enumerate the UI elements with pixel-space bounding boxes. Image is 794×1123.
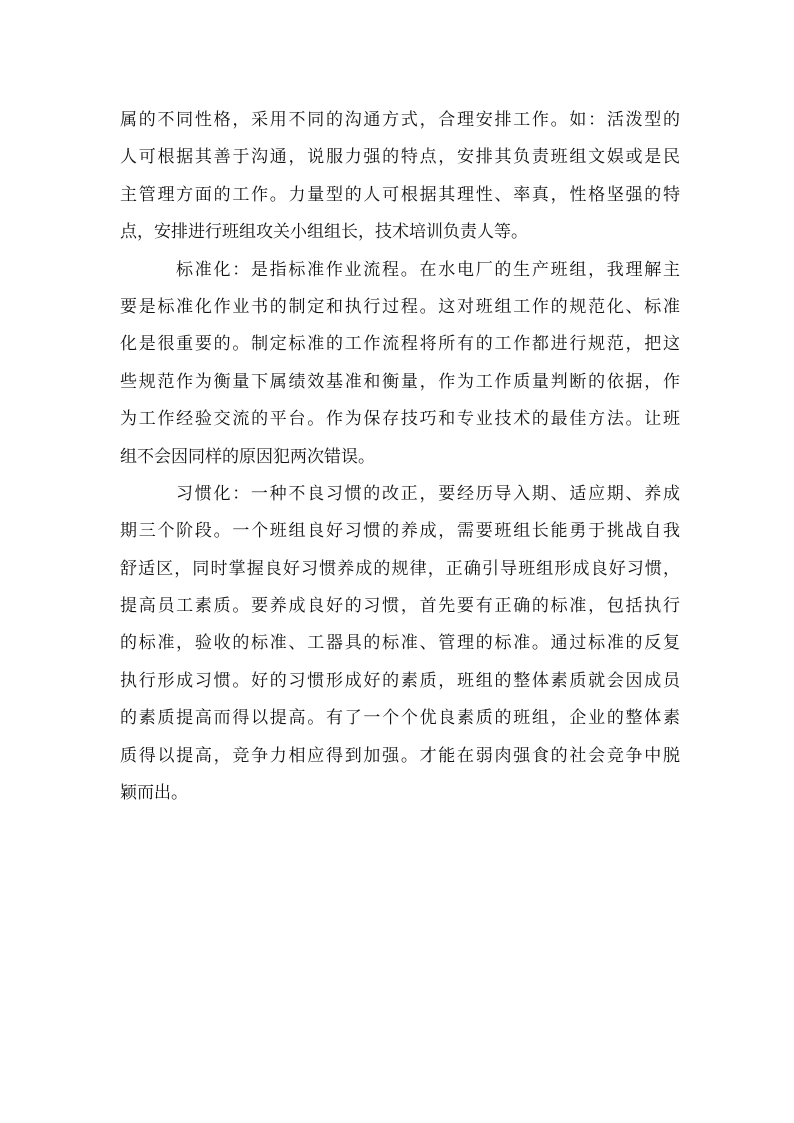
paragraph-standardization <box>120 252 680 476</box>
text-line: 执行形成习惯。好的习惯形成好的素质，班组的整体素质就会因成员 <box>120 670 680 691</box>
text-line: 点，安排进行班组攻关小组组长，技术培训负责人等。 <box>120 222 528 243</box>
text-line: 些规范作为衡量下属绩效基准和衡量，作为工作质量判断的依据，作 <box>120 371 680 392</box>
text-line: 提高员工素质。要养成良好的习惯，首先要有正确的标准，包括执行 <box>120 596 680 617</box>
document-body <box>120 102 680 812</box>
text-line: 主管理方面的工作。力量型的人可根据其理性、率真，性格坚强的特 <box>120 184 680 205</box>
text-line: 属的不同性格，采用不同的沟通方式，合理安排工作。如：活泼型的 <box>120 110 680 130</box>
text-line: 标准化：是指标准作业流程。在水电厂的生产班组，我理解主 <box>176 259 680 280</box>
text-line: 化是很重要的。制定标准的工作流程将所有的工作都进行规范，把这 <box>120 334 680 355</box>
text-line: 组不会因同样的原因犯两次错误。 <box>120 446 375 467</box>
text-line: 的标准，验收的标准、工器具的标准、管理的标准。通过标准的反复 <box>120 633 680 654</box>
text-line: 为工作经验交流的平台。作为保存技巧和专业技术的最佳方法。让班 <box>120 409 680 430</box>
text-line: 的素质提高而得以提高。有了一个个优良素质的班组，企业的整体素 <box>120 708 680 729</box>
text-line: 要是标准化作业书的制定和执行过程。这对班组工作的规范化、标准 <box>120 296 680 317</box>
text-line: 颖而出。 <box>120 783 188 804</box>
paragraph-personality <box>120 102 680 252</box>
text-line: 人可根据其善于沟通，说服力强的特点，安排其负责班组文娱或是民 <box>120 147 680 168</box>
paragraph-habituation <box>120 476 680 813</box>
text-line: 质得以提高，竞争力相应得到加强。才能在弱肉强食的社会竞争中脱 <box>120 745 680 766</box>
text-line: 舒适区，同时掌握良好习惯养成的规律，正确引导班组形成良好习惯， <box>120 558 680 579</box>
text-line: 习惯化：一种不良习惯的改正，要经历导入期、适应期、养成 <box>176 483 680 504</box>
text-line: 期三个阶段。一个班组良好习惯的养成，需要班组长能勇于挑战自我 <box>120 521 680 542</box>
